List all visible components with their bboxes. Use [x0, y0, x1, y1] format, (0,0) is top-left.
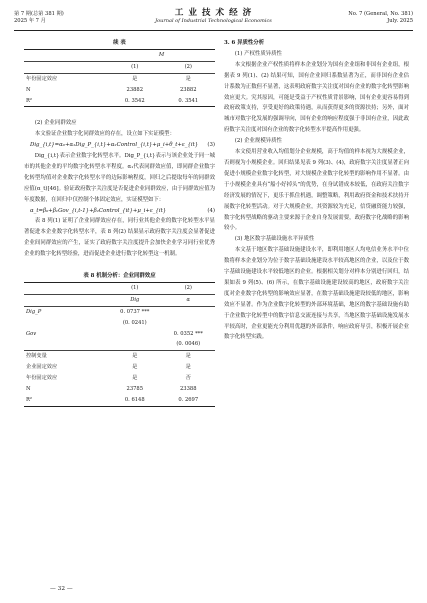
table-col-num: (1) [131, 63, 139, 70]
table-continued-caption: 续 表 [113, 40, 126, 46]
section-heading: (2) 企业同群效应 [34, 120, 77, 127]
table-row: 企业固定效应 是 是 [26, 364, 191, 371]
journal-name-en: Journal of Industrial Technological Economics [155, 18, 272, 24]
table-row: 控制变量 是 是 [26, 353, 191, 360]
table-row: 年份固定效应 是 否 [26, 375, 191, 382]
subsection-heading: (1) 产权性质异质性 [234, 50, 282, 57]
table-row: (0. 0241) [122, 319, 147, 326]
table-header-var: M [158, 51, 165, 58]
date-label-en: July. 2025 [387, 18, 413, 24]
subsection-heading: (2) 企业规模异质性 [234, 138, 282, 145]
table-col-num: (2) [184, 63, 192, 70]
table-row: N 23785 23388 [26, 386, 197, 393]
table-row: N 23882 23882 [26, 86, 197, 93]
table-row: Gov 0. 0352 *** [26, 330, 203, 337]
paragraph: 本文基于地区数字基础设施建设水平，即利用地区人均电信业务水平中位数将样本企业划分为位于数字基础设施建设水平较高地区的企业，以及位于数字基础设施建设水平较低地区的企业。根据相关划分对样本分别进行回归，结果如表 9 列(5)、(6) 所示，在数字基础设施建设较高的地区，政府数字关注度对企业数字化转型的影响效应显著，在数字基础设施建设较低的地区，影响效应不显著。作为企业数字化转型的外部环境基础，地区的数字基础设施有助于企业数字化转型中的数字信息交流连接与共享，当地区数字基础设施发展水平较高时，企业更能充分利用优越的外部条件，响应政府导引，积极开展企业数字化转型实践。 [224, 247, 409, 341]
paragraph: 本文使用营业收入均值划分企业规模，高于均值的样本视为大规模企业，否则视为小规模企业。回归结果见表 9 列(3)、(4)，政府数字关注度显著正向促进小规模企业数字化转型，对大规模企业数字化转型的影响作用不显著。由于小规模企业具有“船小好掉头”的优势，在身试错成本较低，在政府关注数字经济发展的情况下，更乐于抓住机遇，调整策略，利用政府资金和技术扶持开展数字化转型活动。对于大规模企业，其资源较为充足，信贷融资能力较强，数字化转型战略的驱动主要来源于企业自身发展需要，政府数字化战略的影响较小。 [224, 149, 409, 232]
paragraph: 本文验证企业数字化同群效应的存在，设立如下实证模型： [34, 131, 175, 138]
table-col-var: α [186, 296, 191, 303]
paragraph: Dig_{i,t}表示企业数字化转型水平。Dig_P_{i,t}表示与该企业处于同一城市的其他企业的平均数字化转型水平程度。α₁代表同群效应值，即同群企业数字化转型均值对企业数字化转型水平的边际影响程度，回归之后提取每年的同群效应值(α_t)[46]。验证政府数字关注度是否促进企业同群效应，由于同群效应值为年度数据，在回归中仅控制个体固定效应，实证模型如下： [24, 153, 215, 203]
journal-name-cn: 工 业 技 术 经 济 [174, 8, 253, 18]
paragraph: 本文根据企业产权性质将样本企业划分为国有企业组和非国有企业组，根据表 9 列(1)、(2) 结果可知，国有企业回归系数显著为正，而非国有企业估计系数为正数但不显著，这表明政府数字关注度对国有企业的数字化转型影响效应更大。究其原因，可能是受益于产权性质背景影响，国有企业更容易得到政府政策支持，享受更好的政策待遇，从而获得更多的资源扶持；另外，面对城市对数字化发展的强调导向，国有企业的响应程度强于非国有企业，因此政府数字关注度对国有企业的数字化转型水平提高作用更强。 [224, 61, 409, 134]
table-col-var: Dig [130, 296, 140, 303]
date-label: 2025 年 7 月 [14, 18, 46, 24]
table-row: 年份固定效应 是 是 [26, 75, 191, 82]
left-column [24, 38, 215, 407]
equation-3: Dig_{i,t}=α₀+α₁Dig_P_{i,t}+α₂Control_{i,t}+μ_i+θ_t+ε_{it} (3) [30, 142, 215, 149]
issue-label: 第 7 期(总第 381 期) [14, 11, 64, 17]
table-8 [24, 282, 215, 407]
header-right [348, 11, 413, 25]
issue-label-en: No. 7 (General, No. 381) [348, 11, 413, 17]
page-header [14, 6, 413, 31]
table-row: (0. 0046) [24, 339, 215, 350]
paragraph: 表 8 列(1) 证明了企业同群效应存在，同行业其他企业的数字化转型水平显著促进本企业数字化转型水平，表 8 列(2) 结果显示政府数字关注度会显著促进企业间同群效应的产生，证实了政府数字关注度提升会加快企业学习同行业优秀企业的数字化转型经验，进而促进企业进行数字化转型这一机制。 [24, 218, 215, 258]
table-row: Dig_P 0. 0737 *** [26, 308, 150, 315]
table-col-num: (1) [131, 284, 139, 291]
equation-4: α_t=β₀+β₁Gov_{i,t-1}+β₂Control_{it}+μ_i+ε_{it} (4) [30, 207, 215, 214]
table-row: R² 0. 6148 0. 2697 [24, 395, 215, 406]
section-heading: 3. 6 异质性分析 [224, 40, 265, 46]
table-col-num: (2) [184, 284, 192, 291]
page-number: — 32 — [50, 586, 73, 592]
table-continued [24, 49, 215, 108]
table-8-caption: 表 8 机制分析：企业同群效应 [83, 273, 156, 279]
right-column [224, 38, 409, 343]
subsection-heading: (3) 地区数字基础设施水平异质性 [234, 236, 315, 243]
table-row: R² 0. 3542 0. 3541 [24, 96, 215, 107]
